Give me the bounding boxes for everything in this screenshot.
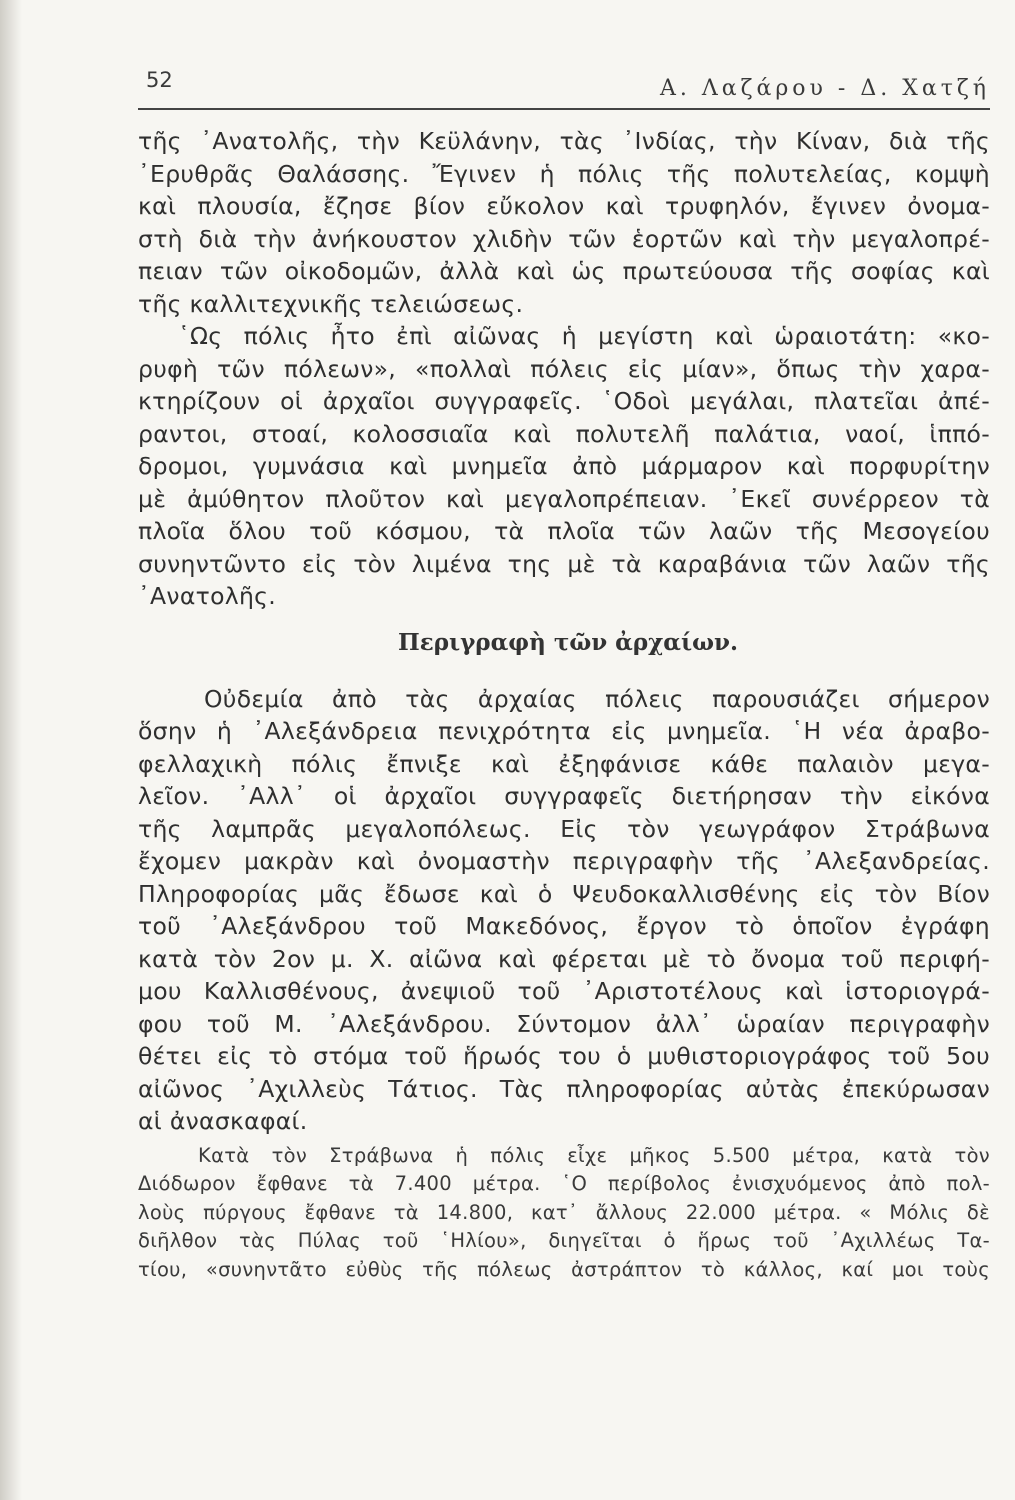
paragraph-3: [138, 683, 990, 1138]
page-header: [138, 64, 990, 114]
text-line: μὲ ἀμύθητον πλοῦτον καὶ μεγαλοπρέπειαν. ᾿Εκεῖ συνέρρεον τὰ: [138, 484, 990, 513]
page-number: 52: [146, 68, 173, 92]
text-line: ρυφὴ τῶν πόλεων», «πολλαὶ πόλεις εἰς μίαν», ὅπως τὴν χαρα-: [138, 354, 990, 383]
footnote-line: λοὺς πύργους ἔφθανε τὰ 14.800, κατ᾿ ἄλλους 22.000 μέτρα. « Μόλις δὲ: [138, 1200, 990, 1224]
text-line: Οὐδεμία ἀπὸ τὰς ἀρχαίας πόλεις παρουσιάζει σήμερον: [204, 684, 990, 713]
footnotes: [138, 1142, 990, 1285]
text-line: κατὰ τὸν 2ον μ. Χ. αἰῶνα καὶ φέρεται μὲ τὸ ὄνομα τοῦ περιφή-: [138, 944, 990, 973]
text-line: τῆς καλλιτεχνικῆς τελειώσεως.: [138, 289, 524, 318]
footnote-line: Κατὰ τὸν Στράβωνα ἡ πόλις εἶχε μῆκος 5.500 μέτρα, κατὰ τὸν: [198, 1143, 990, 1167]
text-line: Πληροφορίας μᾶς ἔδωσε καὶ ὁ Ψευδοκαλλισθένης εἰς τὸν Βίον: [138, 879, 990, 908]
text-line: ῾Ως πόλις ἦτο ἐπὶ αἰῶνας ἡ μεγίστη καὶ ὡραιοτάτη: «κο-: [178, 322, 990, 350]
text-line: μου Καλλισθένους, ἀνεψιοῦ τοῦ ᾿Αριστοτέλους καὶ ἱστοριογρά-: [138, 977, 990, 1005]
text-line: φου τοῦ Μ. ᾿Αλεξάνδρου. Σύντομον ἀλλ᾿ ὡραίαν περιγραφὴν: [138, 1009, 990, 1038]
section-heading: Περιγραφὴ τῶν ἀρχαίων.: [398, 628, 739, 656]
text-line: αἱ ἀνασκαφαί.: [138, 1107, 308, 1135]
text-line: στὴ διὰ τὴν ἀνήκουστον χλιδὴν τῶν ἑορτῶν καὶ τὴν μεγαλοπρέ-: [138, 224, 990, 253]
text-line: τῆς ᾿Ανατολῆς, τὴν Κεϋλάνην, τὰς ᾿Ινδίας, τὴν Κίναν, διὰ τῆς: [138, 127, 990, 155]
text-line: καὶ πλουσία, ἔζησε βίον εὔκολον καὶ τρυφηλόν, ἔγινεν ὀνομα-: [138, 192, 990, 220]
text-line: πλοῖα ὅλου τοῦ κόσμου, τὰ πλοῖα τῶν λαῶν τῆς Μεσογείου: [138, 517, 990, 545]
text-line: ᾿Ερυθρᾶς Θαλάσσης. Ἔγινεν ἡ πόλις τῆς πολυτελείας, κομψὴ: [138, 159, 990, 188]
header-rule: [138, 108, 990, 110]
text-line: θέτει εἰς τὸ στόμα τοῦ ἥρωός του ὁ μυθιστοριογράφος τοῦ 5ου: [138, 1042, 990, 1070]
footnote-line: διῆλθον τὰς Πύλας τοῦ ῾Ηλίου», διηγεῖται ὁ ἥρως τοῦ ᾿Αχιλλέως Τα-: [138, 1229, 990, 1252]
text-line: ραντοι, στοαί, κολοσσιαῖα καὶ πολυτελῆ παλάτια, ναοί, ἱππό-: [138, 419, 990, 448]
body-text: [138, 125, 990, 1284]
text-line: ᾿Ανατολῆς.: [138, 582, 277, 610]
text-line: τοῦ ᾿Αλεξάνδρου τοῦ Μακεδόνος, ἔργον τὸ ὁποῖον ἐγράφη: [138, 912, 990, 940]
binding-shadow: [0, 0, 22, 1500]
text-line: ὅσην ἡ ᾿Αλεξάνδρεια πενιχρότητα εἰς μνημεῖα. ῾Η νέα ἀραβο-: [138, 717, 990, 745]
running-head: Α. Λαζάρου - Δ. Χατζή: [659, 76, 990, 101]
section-heading-wrap: [138, 613, 990, 683]
text-line: κτηρίζουν οἱ ἀρχαῖοι συγγραφεῖς. ῾Οδοὶ μεγάλαι, πλατεῖαι ἀπέ-: [138, 387, 990, 415]
text-line: πειαν τῶν οἰκοδομῶν, ἀλλὰ καὶ ὡς πρωτεύουσα τῆς σοφίας καὶ: [138, 257, 990, 285]
text-line: φελλαχικὴ πόλις ἔπνιξε καὶ ἐξηφάνισε κάθε παλαιὸν μεγα-: [138, 749, 990, 778]
text-line: ἔχομεν μακρὰν καὶ ὀνομαστὴν περιγραφὴν τῆς ᾿Αλεξανδρείας.: [138, 847, 990, 875]
text-line: συνηντῶντο εἰς τὸν λιμένα της μὲ τὰ καραβάνια τῶν λαῶν τῆς: [138, 549, 990, 578]
paragraph-1: [138, 125, 990, 320]
text-line: δρομοι, γυμνάσια καὶ μνημεῖα ἀπὸ μάρμαρον καὶ πορφυρίτην: [138, 452, 990, 480]
text-line: αἰῶνος ᾿Αχιλλεὺς Τάτιος. Τὰς πληροφορίας αὐτὰς ἐπεκύρωσαν: [138, 1074, 990, 1103]
paragraph-2: [138, 320, 990, 613]
text-line: τῆς λαμπρᾶς μεγαλοπόλεως. Εἰς τὸν γεωγράφον Στράβωνα: [138, 814, 990, 843]
footnote-line: τίου, «συνηντᾶτο εὐθὺς τῆς πόλεως ἀστράπτον τὸ κάλλος, καί μοι τοὺς: [138, 1257, 990, 1281]
text-line: λεῖον. ᾿Αλλ᾿ οἱ ἀρχαῖοι συγγραφεῖς διετήρησαν τὴν εἰκόνα: [138, 782, 990, 810]
footnote-line: Διόδωρον ἔφθανε τὰ 7.400 μέτρα. ῾Ο περίβολος ἐνισχυόμενος ἀπὸ πολ-: [138, 1172, 990, 1195]
